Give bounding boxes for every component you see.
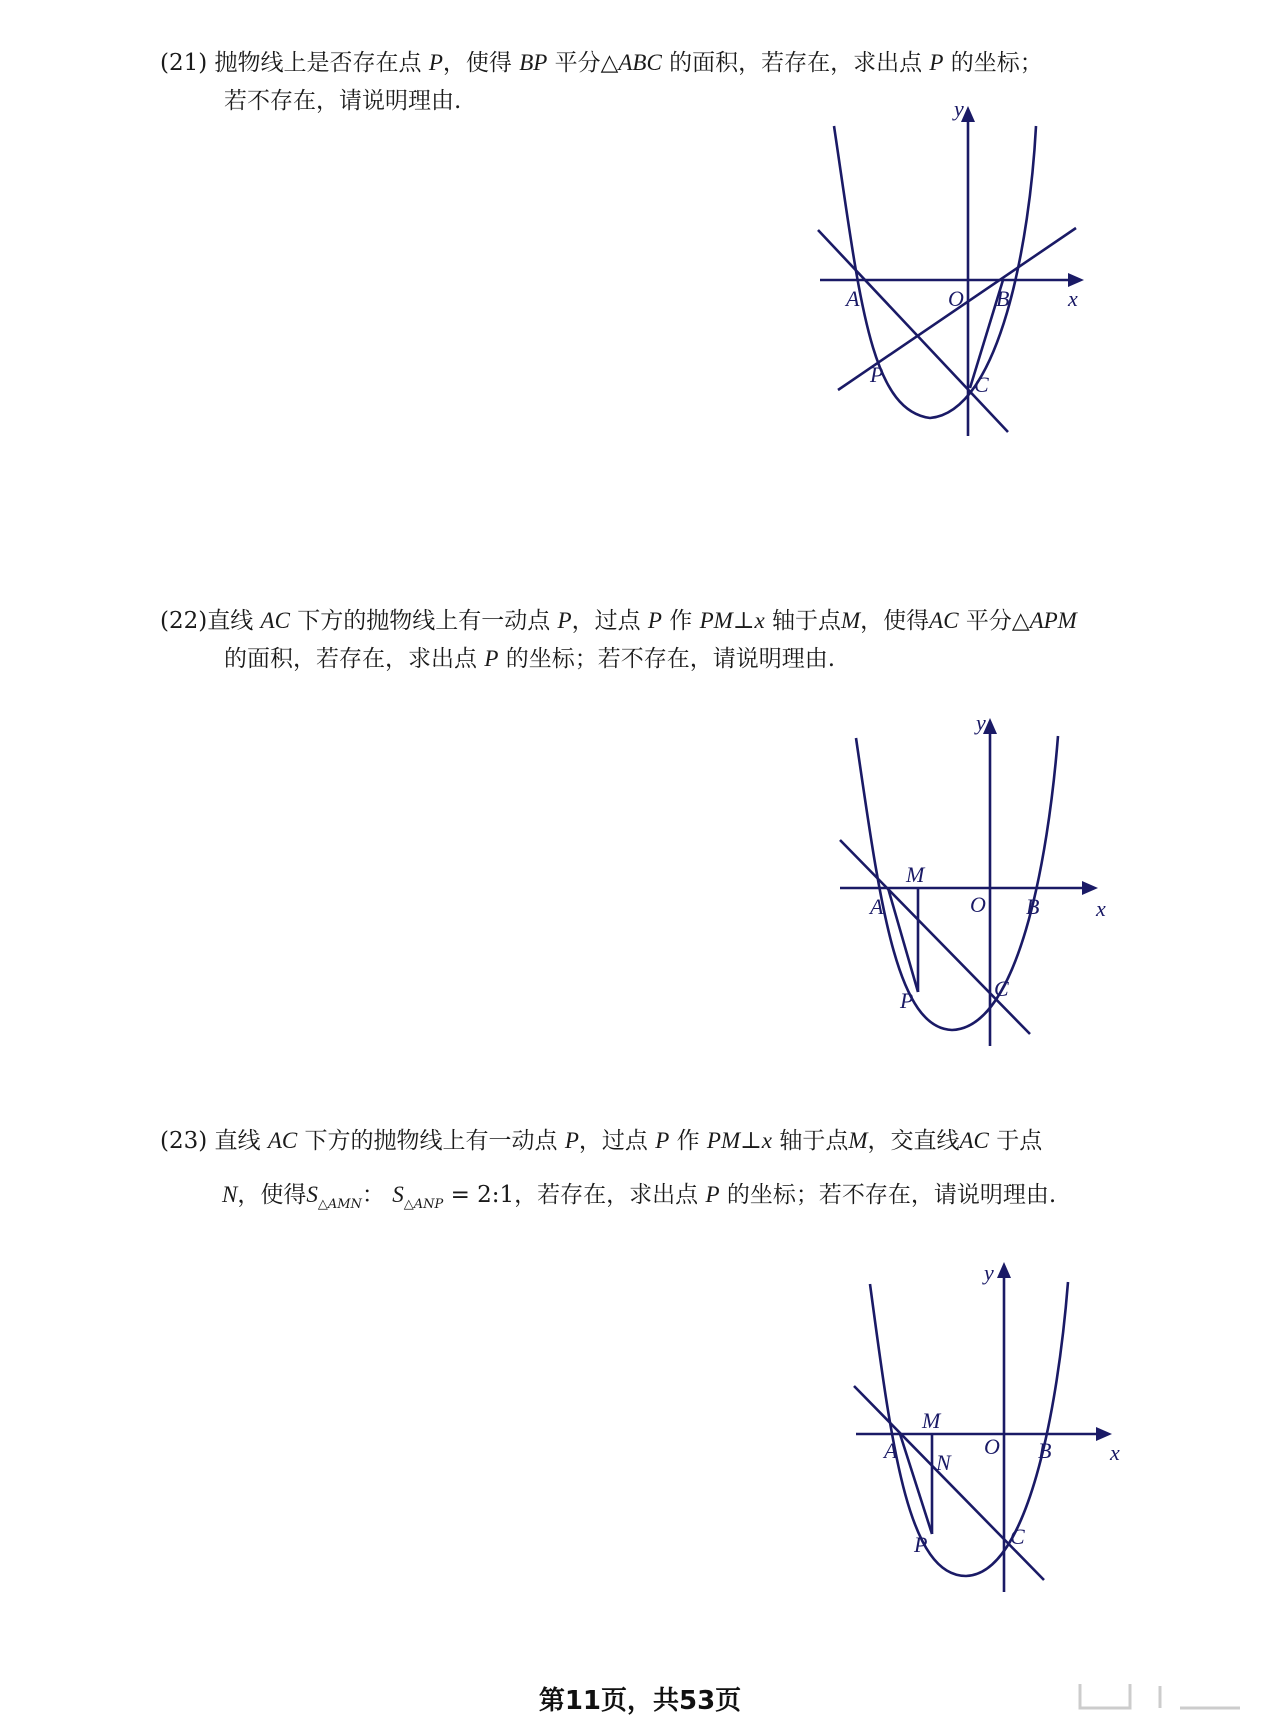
label-o: O [970,892,986,917]
question-23-line-1: (23) 直线 AC 下方的抛物线上有一动点 P，过点 P 作 PM⊥x 轴于点M，交直线AC 于点 [160,1128,1043,1154]
label-n: N [936,1450,951,1475]
label-o: O [984,1434,1000,1459]
parabola-curve [834,126,1036,418]
label-m: M [906,862,925,887]
label-a: A [884,1438,898,1463]
label-p: P [914,1532,928,1557]
question-number: (22) [160,608,208,634]
label-m: M [922,1408,941,1433]
line-ac [854,1386,1044,1580]
label-x: x [1110,1440,1120,1465]
figure-q21 [800,96,1100,440]
question-23-line-2: N，使得$S_{\triangle AMN}$： $S_{\triangle ANP}$ = 2:1，若存在，求出点 P 的坐标；若不存在，请说明理由. [222,1182,1057,1212]
line-ac [818,230,1008,432]
parabola-curve [870,1282,1068,1576]
question-22-line-1: (22)直线 AC 下方的抛物线上有一动点 P，过点 P 作 PM⊥x 轴于点M，使得AC 平分△APM [160,608,1077,634]
question-21-line-2: 若不存在，请说明理由. [224,88,462,114]
figure-q22 [830,712,1120,1052]
line-ac [840,840,1030,1034]
parabola [800,100,936,395]
page-footer: 第11页，共53页 [538,1686,742,1716]
label-b: B [996,286,1010,311]
x-axis-arrow [1068,273,1084,287]
question-number: (23) [160,1128,208,1154]
x-axis-arrow [1096,1427,1112,1441]
x-axis-arrow [1082,881,1098,895]
label-p: P [900,988,914,1013]
label-a: A [870,894,884,919]
label-a: A [846,286,860,311]
label-y: y [954,96,964,121]
question-number: (21) [160,50,208,76]
label-x: x [1096,896,1106,921]
label-y: y [984,1260,994,1285]
label-c: C [1010,1524,1025,1549]
label-b: B [1038,1438,1052,1463]
question-21-line-1: (21) 抛物线上是否存在点 P，使得 BP 平分△ABC 的面积，若存在，求出点 P 的坐标； [160,50,1043,76]
label-x: x [1068,286,1078,311]
corner-watermark-icon [1060,1680,1260,1714]
parabola-curve [856,736,1058,1030]
label-c: C [994,976,1009,1001]
label-b: B [1026,894,1040,919]
y-axis-arrow [997,1262,1011,1278]
figure-q23 [848,1258,1138,1598]
label-y: y [976,710,986,735]
label-p: P [870,362,884,387]
question-22-line-2: 的面积，若存在，求出点 P 的坐标；若不存在，请说明理由. [224,646,835,672]
label-c: C [974,372,989,397]
label-o: O [948,286,964,311]
